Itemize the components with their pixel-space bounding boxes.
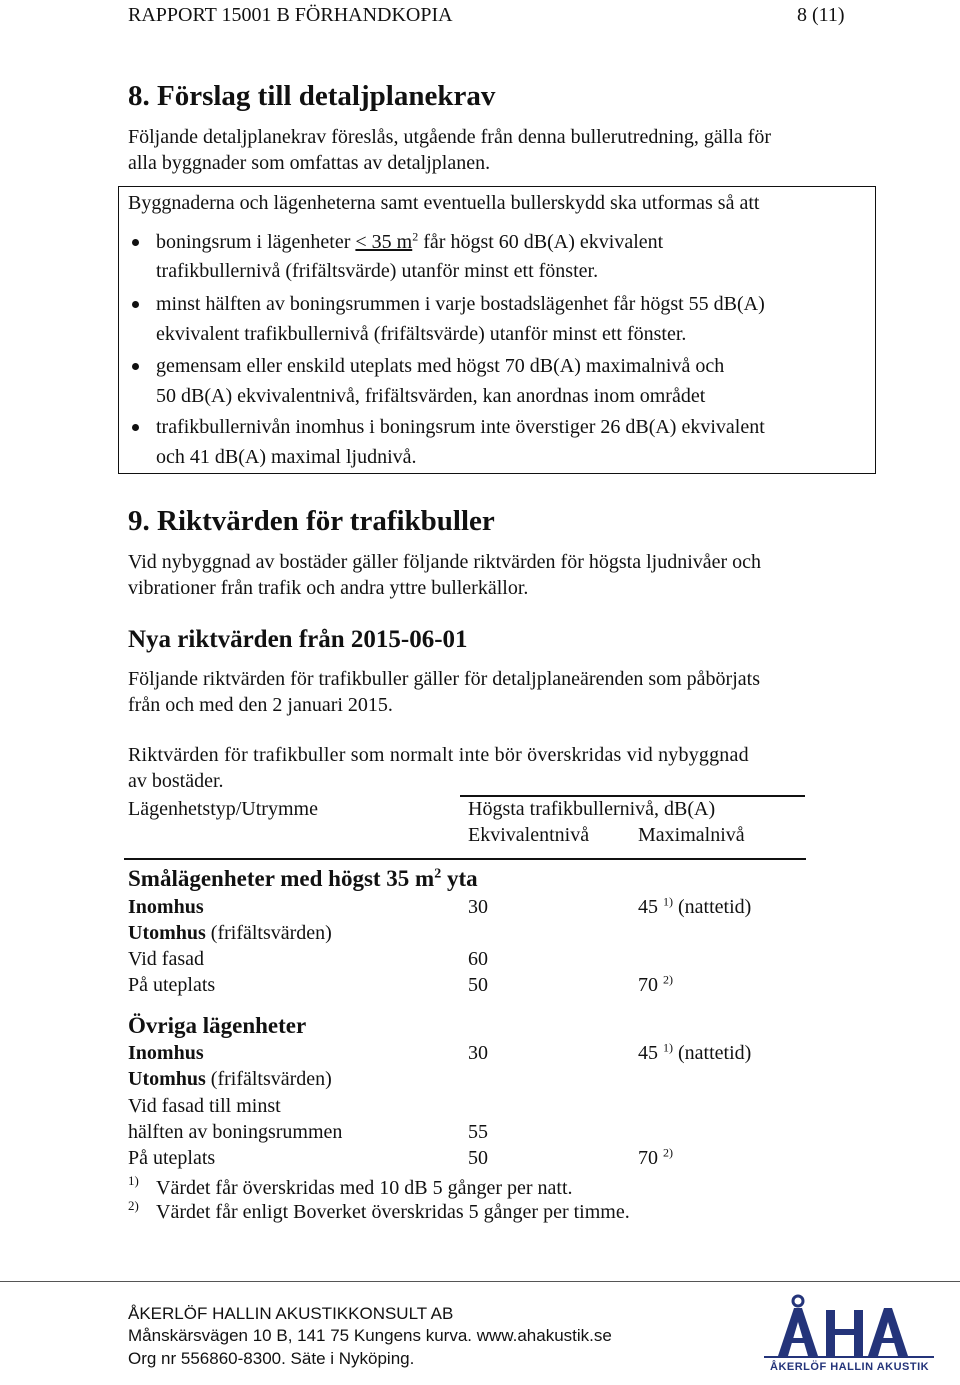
footer-company: ÅKERLÖF HALLIN AKUSTIKKONSULT AB bbox=[128, 1304, 454, 1323]
bullet-3-line-2: 50 dB(A) ekvivalentnivå, frifältsvärden, kan anordnas inom området bbox=[156, 385, 706, 407]
footer-org: Org nr 556860-8300. Säte i Nyköping. bbox=[128, 1349, 415, 1368]
footer-address: Månskärsvägen 10 B, 141 75 Kungens kurva. www.ahakustik.se bbox=[128, 1326, 612, 1345]
section-9-para-line-1: Vid nybyggnad av bostäder gäller följande riktvärden för högsta ljudnivåer och bbox=[128, 551, 762, 573]
g2-row-patio-eq: 50 bbox=[468, 1147, 488, 1169]
bullet-4 bbox=[132, 424, 139, 431]
section-8-intro-line-1: Följande detaljplanekrav föreslås, utgående från denna bullerutredning, gälla för bbox=[128, 126, 772, 148]
footnote-1-mark: 1) bbox=[128, 1173, 139, 1188]
g2-row-indoor-eq: 30 bbox=[468, 1042, 488, 1064]
section-8-intro-line-2: alla byggnader som omfattas av detaljplanen. bbox=[128, 152, 491, 174]
footnote-1: Värdet får överskridas med 10 dB 5 gånger per natt. bbox=[156, 1177, 573, 1199]
bullet-2-line-2: ekvivalent trafikbullernivå (frifältsvärde) utanför minst ett fönster. bbox=[156, 323, 687, 345]
bullet-1-line-2: trafikbullernivå (frifältsvärde) utanför minst ett fönster. bbox=[156, 260, 599, 282]
g2-row-facade-label: Vid fasad till minst bbox=[128, 1095, 281, 1117]
group-2-title: Övriga lägenheter bbox=[128, 1013, 307, 1038]
g1-row-patio-eq: 50 bbox=[468, 974, 488, 996]
company-logo bbox=[750, 1294, 950, 1362]
page-number: 8 (11) bbox=[797, 4, 845, 26]
g1-row-indoor-eq: 30 bbox=[468, 896, 488, 918]
g2-row-half-rooms-eq: 55 bbox=[468, 1121, 488, 1143]
bullet-2 bbox=[132, 301, 139, 308]
column-header-equivalent: Ekvivalentnivå bbox=[468, 824, 590, 846]
footnote-2: Värdet får enligt Boverket överskridas 5 gånger per timme. bbox=[156, 1201, 630, 1223]
footnote-2-mark: 2) bbox=[128, 1198, 139, 1213]
g1-row-indoor-max: 45 $^{1)}$ (nattetid) bbox=[638, 894, 752, 918]
g1-row-patio-max: 70 $^{2)}$ bbox=[638, 972, 673, 996]
group-1-title: Smålägenheter med högst 35 $m^2$ yta bbox=[128, 866, 478, 891]
table-header-rule bbox=[124, 858, 806, 860]
section-8-heading: 8. Förslag till detaljplanekrav bbox=[128, 80, 496, 112]
bullet-1 bbox=[132, 239, 139, 246]
table-top-rule bbox=[460, 795, 805, 797]
g1-row-outdoor-label: Utomhus (frifältsvärden) bbox=[128, 922, 332, 944]
report-title: RAPPORT 15001 B FÖRHANDKOPIA bbox=[128, 4, 453, 26]
table-caption-line-1: Riktvärden för trafikbuller som normalt inte bör överskridas vid nybyggnad bbox=[128, 744, 749, 766]
g1-row-facade-label: Vid fasad bbox=[128, 948, 204, 970]
subheading-new-values: Nya riktvärden från 2015-06-01 bbox=[128, 626, 468, 653]
g1-row-facade-eq: 60 bbox=[468, 948, 488, 970]
section-9-para-line-2: vibrationer från trafik och andra yttre bullerkällor. bbox=[128, 577, 529, 599]
footer-rule bbox=[0, 1281, 960, 1282]
g2-row-patio-max: 70 $^{2)}$ bbox=[638, 1145, 673, 1169]
g2-row-indoor-max: 45 $^{1)}$ (nattetid) bbox=[638, 1040, 752, 1064]
bullet-3 bbox=[132, 363, 139, 370]
g2-row-outdoor-label: Utomhus (frifältsvärden) bbox=[128, 1068, 332, 1090]
g2-row-patio-label: På uteplats bbox=[128, 1147, 216, 1169]
column-header-type: Lägenhetstyp/Utrymme bbox=[128, 798, 318, 820]
table-caption-line-2: av bostäder. bbox=[128, 770, 224, 792]
bullet-4-line-1: trafikbullernivån inomhus i boningsrum inte överstiger 26 dB(A) ekvivalent bbox=[156, 416, 765, 438]
section-9-para2-line-1: Följande riktvärden för trafikbuller gäller för detaljplaneärenden som påbörjats bbox=[128, 668, 760, 690]
section-9-heading: 9. Riktvärden för trafikbuller bbox=[128, 505, 495, 537]
column-header-group: Högsta trafikbullernivå, dB(A) bbox=[468, 798, 716, 820]
bullet-1-line-1: boningsrum i lägenheter < 35 $m^2$ får högst 60 dB(A) ekvivalent bbox=[156, 229, 664, 253]
g1-row-patio-label: På uteplats bbox=[128, 974, 216, 996]
column-header-maximum: Maximalnivå bbox=[638, 824, 745, 846]
bullet-2-line-1: minst hälften av boningsrummen i varje bostadslägenhet får högst 55 dB(A) bbox=[156, 293, 765, 315]
g2-row-indoor-label: Inomhus bbox=[128, 1042, 204, 1064]
g2-row-half-rooms-label: hälften av boningsrummen bbox=[128, 1121, 343, 1143]
bullet-4-line-2: och 41 dB(A) maximal ljudnivå. bbox=[156, 446, 417, 468]
logo-text: ÅKERLÖF HALLIN AKUSTIK bbox=[770, 1361, 930, 1373]
requirements-lead: Byggnaderna och lägenheterna samt eventuella bullerskydd ska utformas så att bbox=[128, 192, 760, 214]
g1-row-indoor-label: Inomhus bbox=[128, 896, 204, 918]
aha-logo-icon bbox=[750, 1294, 950, 1362]
bullet-3-line-1: gemensam eller enskild uteplats med högst 70 dB(A) maximalnivå och bbox=[156, 355, 725, 377]
section-9-para2-line-2: från och med den 2 januari 2015. bbox=[128, 694, 393, 716]
